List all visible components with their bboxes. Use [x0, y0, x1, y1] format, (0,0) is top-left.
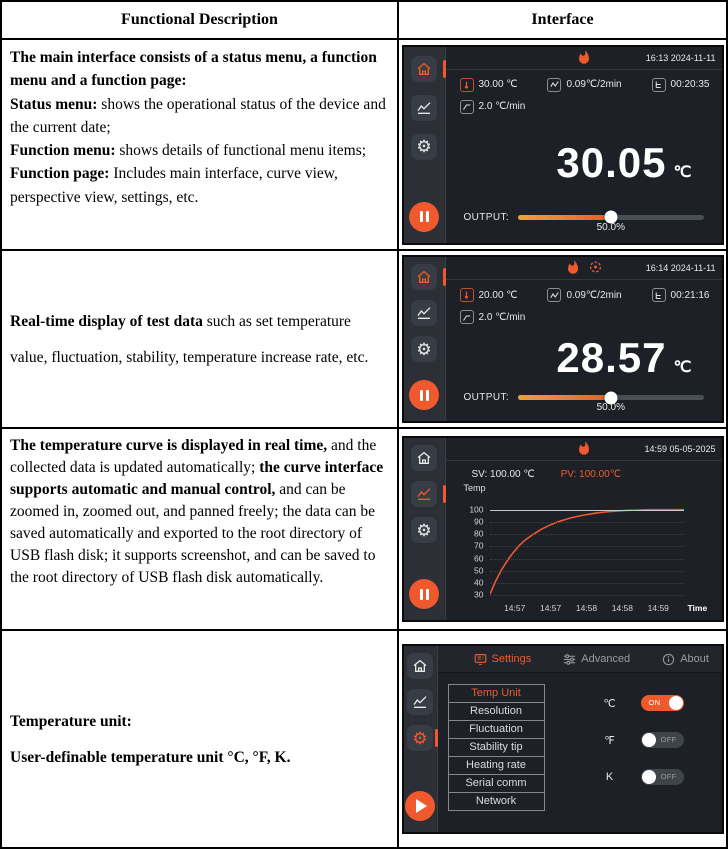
datetime-label2: 16:14 2024-11-11 — [645, 263, 716, 273]
output-label2: OUTPUT: — [463, 392, 510, 403]
fluctuation-value: 0.09℃/2min — [566, 79, 622, 90]
chart-ylabel: Temp — [463, 483, 486, 493]
timer-value: 00:20:35 — [670, 79, 710, 90]
row3-desc-text1: and the collected data is updated automatically; — [10, 437, 377, 476]
tab-about[interactable] — [662, 653, 709, 666]
row4-description — [2, 631, 399, 847]
header-col2-label: Interface — [531, 11, 594, 28]
x-tick-label: 14:57 — [539, 603, 562, 613]
y-tick-label: 70 — [474, 540, 484, 551]
curve-view-screenshot — [402, 436, 724, 622]
pause-button2[interactable] — [409, 380, 439, 410]
y-tick-label: 100 — [469, 504, 484, 515]
row4-interface-cell — [399, 631, 726, 847]
rate-icon2 — [460, 310, 474, 324]
fan-icon — [588, 260, 602, 274]
thermometer-icon2 — [460, 288, 474, 302]
row1-desc-bold3: Function menu: — [10, 142, 116, 159]
tab-settings[interactable] — [474, 653, 532, 666]
home-icon3 — [416, 450, 432, 466]
row1-interface-cell — [399, 40, 726, 251]
menu-item-fluctuation[interactable]: Fluctuation — [448, 720, 545, 739]
row3-desc-bold2: the curve interface supports automatic and manual control, — [10, 459, 384, 498]
kelvin-toggle-state: OFF — [660, 772, 677, 781]
output-percent-label: 50.0% — [596, 221, 625, 233]
curve-icon3 — [416, 486, 432, 502]
pv-value2: 28.57 — [556, 334, 667, 381]
tab-settings-label: Settings — [491, 653, 532, 665]
temp-chart[interactable] — [452, 480, 716, 618]
sv-line — [490, 510, 684, 511]
pv-unit2: ℃ — [673, 359, 692, 376]
settings-button4[interactable] — [407, 725, 433, 751]
y-tick-label: 90 — [474, 516, 484, 527]
tab-advanced-label: Advanced — [581, 653, 631, 665]
gridline — [490, 559, 684, 560]
play-icon — [416, 799, 427, 813]
row1-desc-text2: shows the operational status of the device and the current date; — [10, 95, 386, 136]
rate-icon — [460, 100, 474, 114]
row1-description — [2, 40, 399, 251]
fluctuation-icon2 — [547, 288, 561, 302]
timer-chip2 — [652, 288, 710, 302]
gear-icon: ⚙ — [416, 137, 432, 156]
row2-desc-text1: such as set temperature value, fluctuation, stability, temperature increase rate, etc. — [10, 313, 369, 366]
x-tick-label: 14:57 — [504, 603, 526, 613]
heating-rate-chip — [460, 100, 526, 114]
sv-label: SV: 100.00 ℃ — [471, 469, 535, 480]
curve-icon4 — [412, 694, 428, 710]
gridline — [490, 546, 684, 547]
flame-icon2 — [565, 260, 580, 275]
set-temp-value: 30.00 ℃ — [478, 79, 518, 90]
pause-icon-bar2 — [426, 211, 429, 222]
curve-view-button3[interactable] — [411, 481, 437, 507]
row3-description — [2, 429, 399, 631]
gear-icon2: ⚙ — [416, 339, 432, 359]
thermometer-icon — [460, 78, 474, 92]
settings-menu — [448, 685, 545, 832]
flame-icon — [576, 50, 591, 65]
function-menu-sidebar3 — [404, 438, 446, 620]
output-label: OUTPUT: — [463, 211, 510, 223]
celsius-label: ℃ — [603, 697, 616, 710]
gridline — [490, 595, 684, 596]
row3-desc-bold1: The temperature curve is displayed in real time, — [10, 437, 328, 454]
pause-icon2 — [420, 390, 423, 401]
temp-curve-svg — [490, 501, 684, 599]
settings-tab-icon — [474, 653, 487, 666]
gridline — [490, 522, 684, 523]
y-tick-label: 60 — [474, 553, 484, 564]
home-button2[interactable] — [411, 264, 437, 290]
output-slider-fill2 — [518, 395, 611, 400]
output-slider-fill — [518, 215, 611, 220]
home-icon4 — [412, 658, 428, 674]
row3-interface-cell — [399, 429, 726, 631]
output-row — [446, 212, 722, 243]
timer-chip — [652, 78, 710, 92]
settings-screenshot — [402, 644, 724, 834]
settings-button2[interactable] — [411, 336, 437, 362]
fahrenheit-toggle-state: OFF — [660, 735, 677, 744]
fahrenheit-toggle-knob — [642, 733, 656, 747]
menu-item-resolution[interactable]: Resolution — [448, 702, 545, 721]
heating-rate-value: 2.0 ℃/min — [478, 101, 526, 112]
function-page — [446, 47, 722, 243]
settings-tabs — [438, 646, 722, 673]
status-chip-row2 — [446, 92, 722, 114]
menu-item-temp-unit[interactable]: Temp Unit — [448, 684, 545, 703]
status-chip-row4 — [446, 302, 722, 324]
settings-body — [438, 673, 722, 832]
row2-desc-bold1: Real-time display of test data — [10, 313, 203, 331]
fahrenheit-toggle[interactable] — [641, 732, 684, 748]
toggle-row-fahrenheit — [603, 732, 722, 748]
tab-about-label: About — [680, 653, 709, 665]
celsius-toggle-knob — [669, 696, 683, 710]
pause-icon3 — [420, 589, 423, 600]
active-page-indicator4 — [435, 729, 438, 747]
toggle-row-celsius — [603, 695, 722, 711]
row1-desc-bold1: The main interface consists of a status menu, a function menu and a function page: — [10, 49, 377, 90]
pv-label: PV: 100.00℃ — [560, 469, 621, 480]
set-temp-value2: 20.00 ℃ — [478, 289, 518, 301]
fluctuation-chip2 — [547, 288, 621, 302]
set-temp-chip — [460, 78, 518, 92]
current-temperature-display — [446, 138, 722, 186]
gridline — [490, 534, 684, 535]
row1-desc-bold4: Function page: — [10, 165, 110, 183]
row1-desc-text4: Includes main interface, curve view, perspective view, settings, etc. — [10, 165, 338, 206]
chart-xlabel: Time — [687, 603, 708, 613]
temp-chart-plot — [469, 501, 708, 613]
row1-desc-text3: shows details of functional menu items; — [115, 142, 367, 159]
function-menu-sidebar — [404, 47, 446, 243]
tab-advanced[interactable] — [563, 653, 630, 666]
fluctuation-value2: 0.09℃/2min — [566, 289, 622, 301]
status-chip-row3 — [446, 280, 722, 302]
row3-desc-text2: and can be zoomed in, zoomed out, and panned freely; the data can be saved automatically and exported to the root directory of USB flash disk; it supports screenshot, and can be saved to the root directory of USB flash disk automatically. — [10, 481, 376, 586]
current-temperature-display2 — [446, 334, 722, 381]
menu-item-stability-tip[interactable]: Stability tip — [448, 738, 545, 757]
row4-desc-bold1: Temperature unit: — [10, 713, 132, 731]
output-slider2[interactable] — [518, 395, 703, 413]
active-page-indicator3 — [443, 485, 446, 503]
y-tick-label: 50 — [474, 565, 484, 576]
home-button[interactable] — [411, 56, 437, 82]
pv-value: 30.05 — [556, 138, 667, 186]
timer-value2: 00:21:16 — [670, 289, 710, 301]
x-tick-label: 14:58 — [611, 603, 634, 613]
header-functional-description — [2, 2, 399, 40]
header-interface — [399, 2, 726, 40]
main-interface-screenshot — [402, 45, 724, 245]
gear-icon4: ⚙ — [412, 728, 428, 748]
settings-button3[interactable] — [411, 517, 437, 543]
function-menu-sidebar4 — [404, 646, 438, 832]
curve-icon — [416, 100, 432, 116]
function-menu-sidebar2 — [404, 257, 446, 421]
timer-icon — [652, 78, 666, 92]
gridline — [490, 571, 684, 572]
output-row2 — [446, 392, 722, 421]
heating-rate-chip2 — [460, 310, 526, 324]
fluctuation-icon — [547, 78, 561, 92]
menu-item-heating-rate[interactable]: Heating rate — [448, 756, 545, 775]
settings-page — [438, 646, 722, 832]
set-temp-chip2 — [460, 288, 518, 302]
x-tick-label: 14:58 — [575, 603, 598, 613]
status-menu3 — [446, 438, 722, 461]
kelvin-toggle[interactable] — [641, 769, 684, 785]
fluctuation-chip — [547, 78, 621, 92]
pause-button[interactable] — [409, 202, 439, 232]
status-chip-row — [446, 70, 722, 92]
pv-unit: ℃ — [673, 163, 692, 181]
row2-description — [2, 251, 399, 429]
status-menu — [446, 47, 722, 70]
y-tick-label: 30 — [474, 589, 484, 600]
home-icon2 — [416, 269, 432, 285]
flame-icon3 — [576, 441, 591, 456]
heating-rate-value2: 2.0 ℃/min — [478, 311, 526, 323]
settings-button[interactable] — [411, 134, 437, 160]
header-col1-label: Functional Description — [121, 11, 278, 28]
pause-icon — [420, 211, 423, 222]
toggle-row-kelvin — [603, 769, 722, 785]
realtime-display-screenshot — [402, 255, 724, 423]
row2-interface-cell — [399, 251, 726, 429]
unit-toggles — [545, 685, 722, 832]
kelvin-toggle-knob — [642, 770, 656, 784]
about-tab-icon — [662, 653, 675, 666]
home-button3[interactable] — [411, 445, 437, 471]
row1-desc-bold2: Status menu: — [10, 95, 98, 113]
y-tick-label: 80 — [474, 528, 484, 539]
pause-icon2-bar2 — [426, 390, 429, 401]
timer-icon2 — [652, 288, 666, 302]
celsius-toggle-state: ON — [648, 698, 661, 707]
home-icon — [416, 61, 432, 77]
output-percent-label2: 50.0% — [596, 402, 625, 413]
row4-desc-bold2: User-definable temperature unit °C, °F, K. — [10, 749, 291, 766]
play-button[interactable] — [405, 791, 435, 821]
menu-item-network[interactable]: Network — [448, 792, 545, 811]
curve-view-button[interactable] — [411, 95, 437, 121]
gear-icon3: ⚙ — [416, 520, 432, 540]
curve-view-button4[interactable] — [407, 689, 433, 715]
fahrenheit-label: ℉ — [604, 734, 615, 747]
y-tick-label: 40 — [474, 577, 484, 588]
datetime-label: 16:13 2024-11-11 — [645, 52, 716, 63]
output-slider[interactable] — [518, 215, 703, 233]
curve-page — [446, 438, 722, 620]
gridline — [490, 583, 684, 584]
sv-pv-row — [446, 461, 722, 480]
x-tick-label: 14:59 — [647, 603, 669, 613]
curve-view-button2[interactable] — [411, 300, 437, 326]
pause-icon3-bar2 — [426, 589, 429, 600]
home-button4[interactable] — [407, 653, 433, 679]
function-page2 — [446, 257, 722, 421]
curve-icon2 — [416, 305, 432, 321]
menu-item-serial-comm[interactable]: Serial comm — [448, 774, 545, 793]
celsius-toggle[interactable] — [641, 695, 684, 711]
pause-button3[interactable] — [409, 579, 439, 609]
datetime-label3: 14:59 05-05-2025 — [644, 444, 716, 454]
kelvin-label: K — [605, 771, 614, 783]
advanced-tab-icon — [563, 653, 576, 666]
status-menu2 — [446, 257, 722, 280]
